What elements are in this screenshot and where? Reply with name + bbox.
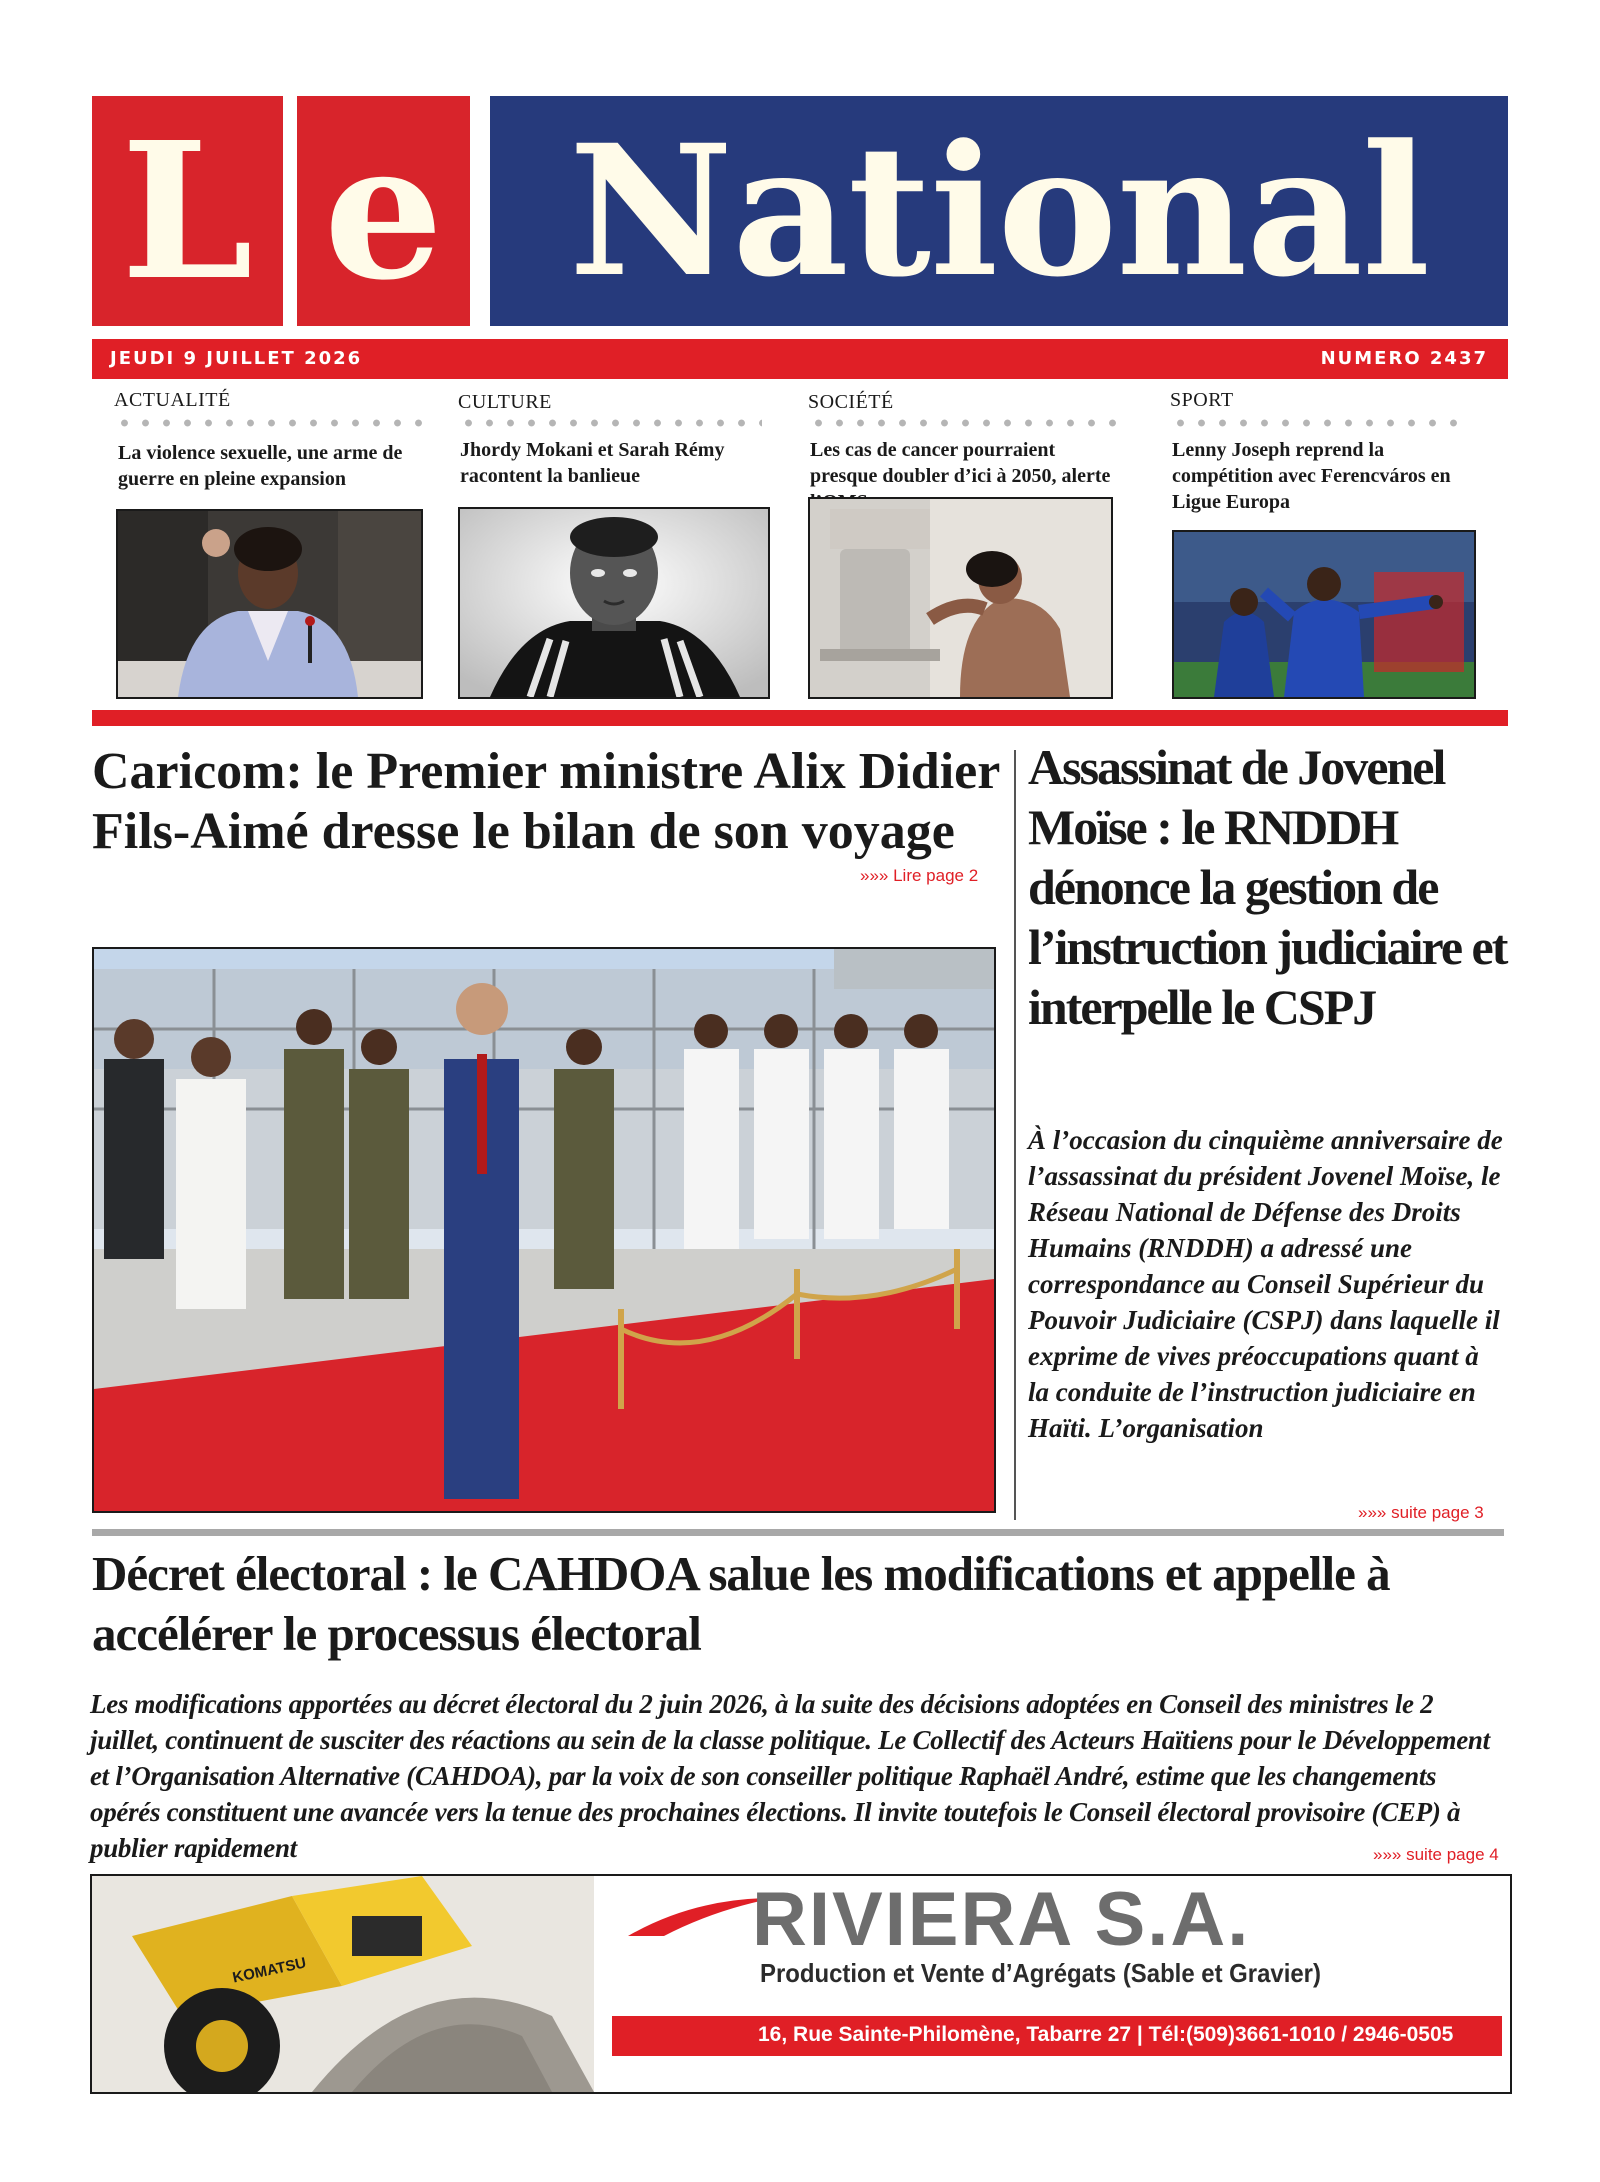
masthead-national-block <box>490 96 1508 326</box>
side-lede: À l’occasion du cinquième anniversaire de l’assassinat du président Jovenel Moïse, le Réseau National de Défense des Droits Humains (RNDDH) a adressé une correspondance au Conseil Supérieur du Pouvoir Judiciaire (CSPJ) dans laquelle il exprime de vives préoccupations quant à la conduite de l’instruction judiciaire en Haïti. L’organisation <box>1028 1125 1503 1443</box>
teaser-title[interactable]: La violence sexuelle, une arme de guerre en pleine expansion <box>118 442 403 490</box>
loader-brand-label: KOMATSU <box>231 1954 308 1987</box>
lead-photo[interactable] <box>92 947 996 1513</box>
ad-address: 16, Rue Sainte-Philomène, Tabarre 27 | Tél:(509)3661-1010 / 2946-0505 <box>758 2023 1454 2046</box>
dotted-rule <box>1170 419 1470 427</box>
side-page-ref[interactable]: »»» suite page 3 <box>1358 1503 1484 1522</box>
dotted-rule <box>458 419 762 427</box>
ad-tagline: Production et Vente d’Agrégats (Sable et Gravier) <box>760 1958 1321 1988</box>
issue-date: JEUDI 9 JUILLET 2026 <box>110 348 363 369</box>
dateline-band <box>92 339 1508 379</box>
teaser-title[interactable]: Jhordy Mokani et Sarah Rémy racontent la banlieue <box>460 439 725 487</box>
lead-page-ref[interactable]: »»» Lire page 2 <box>860 866 979 885</box>
teaser-category: CULTURE <box>458 391 552 413</box>
teaser-photo-culture[interactable] <box>458 507 770 699</box>
ad-address-band <box>612 2016 1502 2056</box>
ad-brand-name: RIVIERA S.A. <box>752 1877 1251 1962</box>
teaser-category: SPORT <box>1170 389 1234 411</box>
column-divider <box>1014 750 1016 1520</box>
dotted-rule <box>114 419 426 427</box>
masthead-letter-e: e <box>323 100 444 322</box>
dotted-rule <box>808 419 1120 427</box>
teaser-photo-actualite[interactable] <box>116 509 423 699</box>
lead-headline[interactable]: Caricom: le Premier ministre Alix Didier Fils-Aimé dresse le bilan de son voyage <box>92 743 1000 860</box>
section-divider-gray <box>92 1529 1504 1536</box>
teaser-photo-societe[interactable] <box>808 497 1113 699</box>
teaser-image <box>118 511 421 697</box>
ad-loader-image <box>92 1876 594 2092</box>
third-page-ref[interactable]: »»» suite page 4 <box>1373 1845 1499 1864</box>
lead-image <box>94 949 994 1511</box>
teaser-image <box>1174 532 1474 697</box>
teaser-image <box>810 499 1111 697</box>
masthead-letter-l: L <box>120 100 254 322</box>
teaser-category: SOCIÉTÉ <box>808 391 894 413</box>
masthead-separator <box>283 96 297 326</box>
third-headline[interactable]: Décret électoral : le CAHDOA salue les modifications et appelle à accélérer le processus électoral <box>92 1546 1390 1661</box>
third-lede: Les modifications apportées au décret électoral du 2 juin 2026, à la suite des décisions adoptées en Conseil des ministres le 2 juillet, continuent de susciter des réactions au sein de la classe politique. Le Collectif des Acteurs Haïtiens pour le Développement et l’Organisation Alternative (CAHDOA), par la voix de son conseiller politique Raphaël André, estime que les changements opérés constituent une avancée vers la tenue des prochaines élections. Il invite toutefois le Conseil électoral provisoire (CEP) à publier rapidement <box>90 1689 1490 1863</box>
teaser-photo-sport[interactable] <box>1172 530 1476 699</box>
issue-number: NUMERO 2437 <box>1320 348 1488 369</box>
teaser-image <box>460 509 768 697</box>
advertisement-riviera[interactable] <box>90 1874 1512 2094</box>
section-divider <box>92 710 1508 726</box>
teaser-title[interactable]: Les cas de cancer pourraient presque doubler d’ici à 2050, alerte <box>810 439 1111 487</box>
side-headline[interactable]: Assassinat de Jovenel Moïse : le RNDDH dénonce la gestion de l’instruction judiciaire et interpelle le CSPJ <box>1028 739 1507 1035</box>
masthead-national: National <box>568 105 1430 317</box>
teaser-title[interactable]: Lenny Joseph reprend la compétition avec Ferencváros en Ligue Europa <box>1172 439 1451 513</box>
masthead-le-block <box>92 96 470 326</box>
teaser-category: ACTUALITÉ <box>114 389 231 411</box>
